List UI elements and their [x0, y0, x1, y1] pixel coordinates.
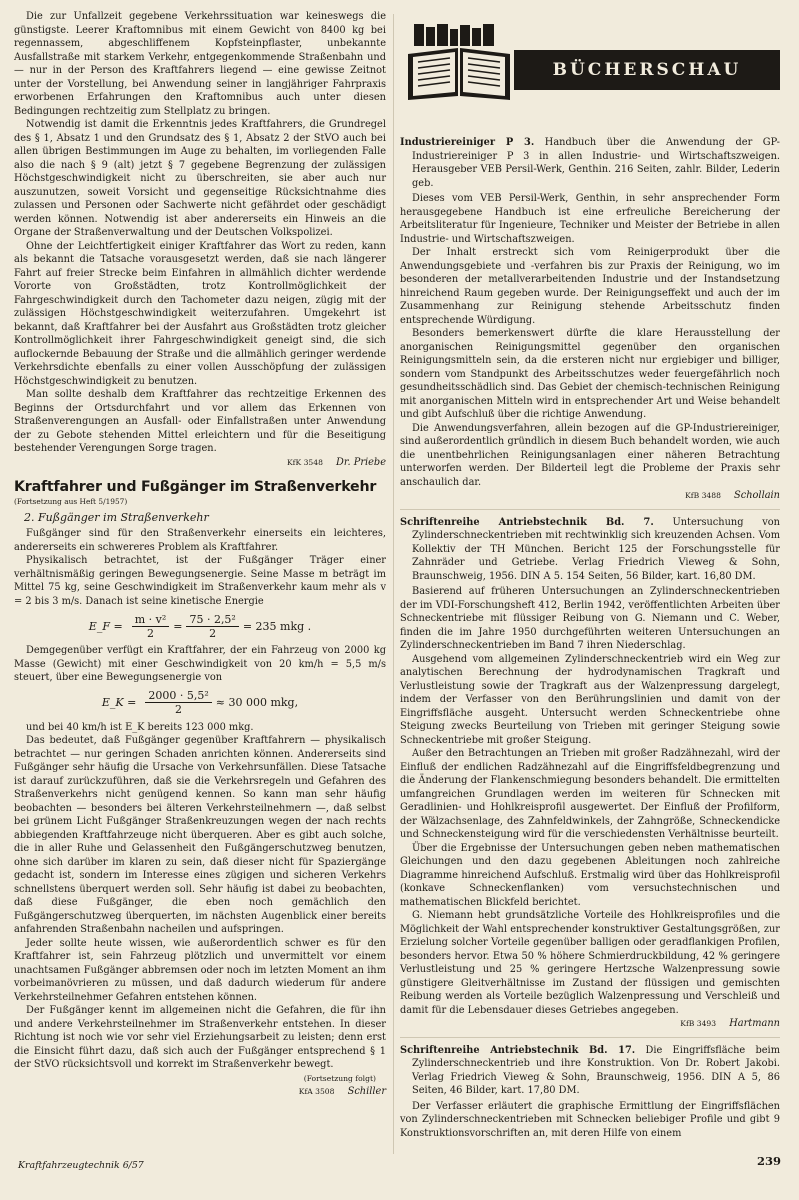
review-heading — [400, 136, 780, 190]
review-heading — [400, 516, 780, 584]
book-review-header — [400, 10, 780, 130]
equation-lhs: E_F = — [88, 619, 123, 633]
paragraph: und bei 40 km/h ist E_K bereits 123 000 mkg. — [26, 721, 254, 733]
review-heading — [400, 1044, 780, 1098]
paragraph: Die zur Unfallzeit gegebene Verkehrssituation war keineswegs die günstigste. Leerer Kraftomnibus mit einem Gewicht von 8400 kg bei regennassem, abgeschliffenem Kopfsteinpflaster, unbekannte Ausfallstraße mit starkem Verkehr, entgegenkommende Straßenbahn und — nur in der Person des Kraftfahrers liegend — eine gewisse Zeitnot unter der Vorstellung, bei Anwendung seiner in langjähriger Fahrpraxis erworbenen Erfahrungen den Kraftomnibus auch unter diesen Bedingungen rechtzeitig zum Stellplatz zu bringen. — [14, 11, 386, 117]
continuation-text: (Fortsetzung folgt) — [303, 1073, 376, 1083]
article-code: KfA 3508 — [298, 1087, 335, 1096]
signature — [14, 1085, 386, 1099]
denominator: 2 — [146, 626, 154, 640]
author-name: Dr. Priebe — [336, 456, 386, 468]
review-meta: Die Eingriffsfläche beim Zylinderschneckentrieb und ihre Konstruktion. Von Dr. Robert Jakobi. Verlag Friedrich Vieweg & Sohn, Braunschweig, 1956. DIN A 5, 86 Seiten, 46 Bilder, kart. 17,80 DM. — [412, 1044, 780, 1096]
signature — [400, 1017, 780, 1031]
sub-heading: 2. Fußgänger im Straßenverkehr — [24, 511, 209, 524]
review-separator — [400, 1037, 780, 1038]
review-meta: Untersuchung von Zylinderschneckentrieben mit rechtwinklig sich kreuzenden Achsen. Vom Kollektiv der TH München. Bericht 125 der Forschungsstelle für Zahnräder und Getriebe. Verlag Friedrich Vieweg & Sohn, Braunschweig, 1956. DIN A 5. 154 Seiten, 56 Bilder, kart. 16,80 DM. — [412, 516, 780, 582]
review-title: Schriftenreihe Antriebstechnik Bd. 7. — [400, 516, 654, 528]
paragraph: G. Niemann hebt grundsätzliche Vorteile des Hohlkreisprofiles und die Möglichkeit der Wahl entsprechender konstruktiver Gestaltungsgrößen, zur Erzielung solcher Vorteile gegenüber balligen oder geradflankigen Profilen, besonders hervor. Etwa 50 % höhere Schmierdruckbildung, 42 % geringere Verlustleistung und 25 % geringere Hertzsche Walzenpressung sowie günstigere Gleitverhältnisse im Zustand der flüssigen und gemischten Reibung werden als Vorteile bezüglich Walzenpressung und Verschleiß und damit für die Lebensdauer dieses Getriebes angegeben. — [400, 910, 780, 1016]
section-banner: BÜCHERSCHAU — [514, 50, 780, 90]
right-column — [400, 10, 780, 1140]
paragraph: Basierend auf früheren Untersuchungen an Zylinderschneckentrieben der im VDI-Forschungsheft 412, Berlin 1942, veröffentlichten Arbeiten über Schneckentriebe mit flüssiger Reibung von G. Niemann und C. Weber, finden die im Jahre 1950 durchgeführten weiteren Untersuchungen an Zylinderschneckentrieben im Band 7 ihren Niederschlag. — [400, 586, 780, 651]
paragraph: Demgegenüber verfügt ein Kraftfahrer, der ein Fahrzeug von 2000 kg Masse (Gewicht) mit einer Geschwindigkeit von 20 km/h = 5,5 m/s steuert, über eine Bewegungsenergie von — [14, 645, 386, 683]
paragraph: Dieses vom VEB Persil-Werk, Genthin, in sehr ansprechender Form herausgegebene Handbuch ist eine erfreuliche Bereicherung der Arbeitsliteratur für Ingenieure, Techniker und Meister der Betriebe in allen Industrie- und Wirtschaftszweigen. — [400, 193, 780, 245]
paragraph: Der Fußgänger kennt im allgemeinen nicht die Gefahren, die für ihn und andere Verkehrsteilnehmer im Straßenverkehr entstehen. In dieser Richtung ist noch wie vor sehr viel Erziehungsarbeit zu leisten; denn erst die Einsicht führt dazu, daß sich auch der Fußgänger entsprechend § 1 der StVO rücksichtsvoll und korrekt im Straßenverkehr bewegt. — [14, 1005, 386, 1070]
numerator: m · v² — [132, 613, 170, 627]
paragraph: Über die Ergebnisse der Untersuchungen geben neben mathematischen Gleichungen und den dazu gegebenen Ableitungen noch zahlreiche Diagramme hinreichend Aufschluß. Erstmalig wird über das Hohlkreisprofil (konkave Schneckenflanken) vom versuchstechnischen und mathematischen Blickfeld berichtet. — [400, 842, 780, 908]
section-subtitle: (Fortsetzung aus Heft 5/1957) — [14, 497, 128, 506]
equals-sign: = — [173, 619, 183, 633]
paragraph: Der Inhalt erstreckt sich vom Reinigerprodukt über die Anwendungsgebiete und -verfahren bis zur Praxis der Reinigung, wo im besonderen der metallverarbeitenden Industrie und der Instandsetzung hinreichend Raum gegeben wurde. Der Reinigungseffekt und auch der im Zusammenhang zur Reinigung stehende Arbeitsschutz finden entsprechende Würdigung. — [400, 247, 780, 326]
article-code: KfK 3548 — [287, 457, 323, 467]
paragraph: Notwendig ist damit die Erkenntnis jedes Kraftfahrers, die Grundregel des § 1, Absatz 1 und den Grundsatz des § 1, Absatz 2 der StVO auch bei allen übrigen Bestimmungen im Auge zu behalten, im vorliegenden Falle also die nach § 9 (alt) jetzt § 7 gegebene Begrenzung der zulässigen Höchstgeschwindigkeit nicht zu überschreiten, sie aber auch nur auszunutzen, soweit Vorsicht und gegenseitige Rücksichtnahme dies zulassen und Personen oder Sachwerte nicht gefährdet oder geschädigt werden können. Notwendig ist aber andererseits ein Hinweis an die Organe der Straßenverwaltung und der Deutschen Volkspolizei. — [14, 119, 386, 238]
paragraph: Ausgehend vom allgemeinen Zylinderschneckentrieb wird ein Weg zur analytischen Berechnung der hydrodynamischen Tragkraft und Verlustleistung sowie der Tragkraft aus der Walzenpressung dargelegt, indem der Verfasser von den Berührungslinien und damit von der Eingriffsfläche ausgeht. Untersucht werden Schneckentriebe ohne Steigung zwecks Beurteilung von Trieben mit geringer Steigung sowie Schneckentriebe mit großer Steigung. — [400, 653, 780, 746]
review-code: KfB 3493 — [680, 1019, 717, 1028]
journal-footer: Kraftfahrzeugtechnik 6/57 — [18, 1160, 144, 1171]
equation-driver-energy — [14, 688, 386, 718]
paragraph: Fußgänger sind für den Straßenverkehr einerseits ein leichteres, andererseits ein schwereres Problem als Kraftfahrer. — [14, 528, 386, 553]
reviewer-name: Hartmann — [729, 1018, 780, 1029]
review-meta: Handbuch über die Anwendung der GP-Industriereiniger P 3 in allen Industrie- und Wirtschaftszweigen. Herausgeber VEB Persil-Werk, Genthin. 216 Seiten, zahlr. Bilder, Lederin geb. — [412, 137, 780, 189]
page-number: 239 — [757, 1154, 782, 1168]
continuation-note — [14, 1072, 386, 1086]
paragraph: Man sollte deshalb dem Kraftfahrer das rechtzeitige Erkennen des Beginns der Ortsdurchfahrt und vor allem das Erkennen von Straßenverengungen an Ausfall- oder Einfallstraßen unter Anwendung der zu Gebote stehenden Mittel erleichtern und für die Beseitigung bestehender Verengungen Sorge tragen. — [14, 389, 386, 454]
review-code: KfB 3488 — [685, 491, 721, 500]
paragraph: Der Verfasser erläutert die graphische Ermittlung der Eingriffsflächen von Zylinderschneckentrieben mit Schnecken beliebiger Profile und gibt 9 Konstruktionsvorschriften an, mit deren Hilfe von einem — [400, 1100, 780, 1139]
review-title: Schriftenreihe Antriebstechnik Bd. 17. — [400, 1044, 636, 1056]
numerator: 2000 · 5,5² — [145, 689, 211, 703]
equation-rhs: ≈ 30 000 mkg, — [215, 696, 299, 709]
paragraph: Das bedeutet, daß Fußgänger gegenüber Kraftfahrern — physikalisch betrachtet — nur geringen Schaden anrichten können. Andererseits sind Fußgänger sehr häufig die Ursache von Verkehrsunfällen. Diese Tatsache ist darauf zurückzuführen, daß sie die Verkehrsregeln und Gefahren des Straßenverkehrs nicht genügend kennen. So kann man sehr häufig beobachten — besonders bei älteren Verkehrsteilnehmern —, daß selbst bei grünem Licht Fußgänger Straßenkreuzungen wegen der nach rechts abbiegenden Kraftfahrzeuge nicht überqueren. Aber es gibt auch solche, die in aller Ruhe und Gelassenheit den Fußgängerschutzweg benutzen, ohne sich darüber im klaren zu sein, daß dieser nicht für Spaziergänge gedacht ist, sondern im Interesse eines zügigen und sicheren Verkehrs schnellstens überquert werden soll. Sehr häufig ist dabei zu beobachten, daß diese Fußgänger, die eben noch gemächlich den Fußgängerschutzweg überquerten, im nächsten Augenblick einer bereits anfahrenden Straßenbahn nacheilen und aufspringen. — [14, 735, 386, 935]
paragraph: Ohne der Leichtfertigkeit einiger Kraftfahrer das Wort zu reden, kann als bekannt die Tatsache vorausgesetzt werden, daß sie nach längerer Fahrt auf freier Strecke beim Einfahren in allmählich dichter werdende Vororte von Großstädten, trotz Kontrollmöglichkeit der Fahrgeschwindigkeit durch den Tachometer dazu neigen, zügig mit der zulässigen Höchstgeschwindigkeit weiterzufahren. Umgekehrt ist bekannt, daß Kraftfahrer bei der Ausfahrt aus Großstädten trotz gleicher Kontrollmöglichkeit ihrer Fahrgeschwindigkeit geneigt sind, die sich auflockernde Bebauung der Straße und die allmählich geringer werdende Verkehrsdichte ebenfalls zu einer vollen Ausschöpfung der zulässigen Höchstgeschwindigkeit zu benutzen. — [14, 240, 386, 387]
fraction — [186, 613, 238, 640]
fraction — [145, 689, 211, 716]
equation-pedestrian-energy — [14, 611, 386, 641]
signature — [400, 489, 780, 503]
paragraph: Außer den Betrachtungen an Trieben mit großer Radzähnezahl, wird der Einfluß der endlichen Radzähnezahl auf die Eingriffsfeldbegrenzung und die Änderung der Flankenschmiegung besonders behandelt. Die ermittelten umfangreichen Grundlagen werden im weiteren für Schnecken mit Geradlinien- und Hohlkreisprofil ausgewertet. Der Einfluß der Profilform, der Wälzachsenlage, des Zahnfeldwinkels, der Zahngröße, Schneckendicke und Schneckensteigung wird für die verschiedensten Verhältnisse beurteilt. — [400, 748, 780, 840]
signature — [14, 456, 386, 470]
column-divider — [393, 14, 394, 1154]
author-name: Schiller — [347, 1086, 386, 1097]
denominator: 2 — [209, 626, 217, 640]
section-title: Kraftfahrer und Fußgänger im Straßenverkehr — [14, 479, 377, 495]
denominator: 2 — [175, 703, 183, 716]
equation-rhs: = 235 mkg . — [242, 619, 312, 633]
paragraph: Besonders bemerkenswert dürfte die klare Herausstellung der anorganischen Reinigungsmittel gegenüber den organischen Reinigungsmitteln sein, da die ersteren nicht nur ergiebiger und billiger, sondern vom Standpunkt des Arbeitsschutzes weder feuergefährlich noch gesundheitsschädlich sind. Das Gebiet der chemisch-technischen Reinigung mit anorganischen Mitteln wird in entsprechender Art und Weise behandelt und gibt Aufschluß über die richtige Anwendung. — [400, 328, 780, 420]
reviewer-name: Schollain — [734, 490, 780, 501]
paragraph: Die Anwendungsverfahren, allein bezogen auf die GP-Industriereiniger, sind außerordentlich gründlich in diesem Buch behandelt worden, wie auch die unentbehrlichen Reinigungsanlagen einer näheren Betrachtung unterworfen werden. Der Bilderteil legt die Probleme der Praxis sehr anschaulich dar. — [400, 422, 780, 488]
review-title: Industriereiniger P 3. — [400, 137, 535, 148]
fraction — [132, 613, 170, 640]
numerator: 75 · 2,5² — [186, 613, 238, 627]
paragraph: Physikalisch betrachtet, ist der Fußgänger Träger einer verhältnismäßig geringen Bewegungsenergie. Seine Masse m beträgt im Mittel 75 kg, seine Geschwindigkeit im Straßenverkehr kaum mehr als v = 2 bis 3 m/s. Danach ist seine kinetische Energie — [14, 555, 386, 607]
open-book-icon — [404, 24, 514, 102]
paragraph: Jeder sollte heute wissen, wie außerordentlich schwer es für den Kraftfahrer ist, sein Fahrzeug plötzlich und unvermittelt vor einem unachtsamen Fußgänger abbremsen oder noch im letzten Moment an ihm vorbeimanövrieren zu müssen, und daß dadurch wiederum für andere Verkehrsteilnehmer Gefahren entstehen können. — [14, 937, 386, 1003]
equation-lhs: E_K = — [101, 696, 137, 709]
review-separator — [400, 509, 780, 510]
left-column — [14, 10, 386, 1099]
